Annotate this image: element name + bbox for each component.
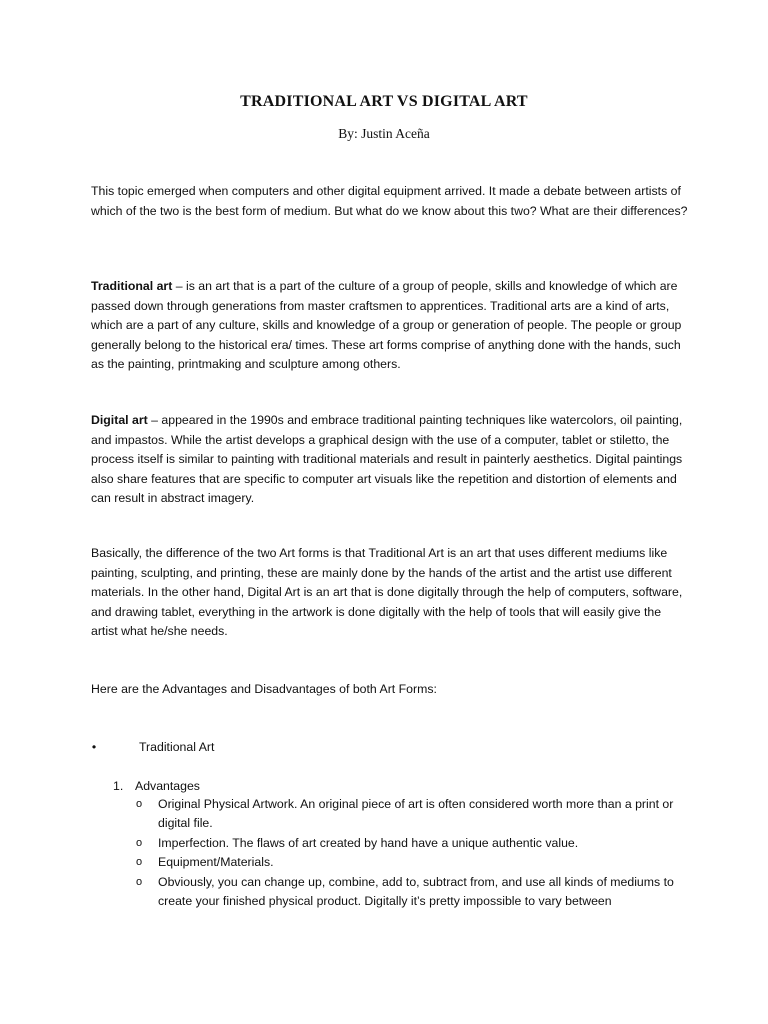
list-item: [136, 873, 691, 912]
list-item: [136, 834, 691, 853]
circle-bullet-icon: o: [136, 875, 143, 888]
digital-art-paragraph: [91, 411, 691, 509]
list-item: [136, 795, 691, 834]
advantages-list: [136, 795, 691, 911]
traditional-art-term: Traditional art: [91, 279, 173, 293]
list-item-text: Equipment/Materials.: [158, 855, 274, 870]
intro-paragraph: This topic emerged when computers and other digital equipment arrived. It made a debate between artists of which of the two is the best form of medium. But what do we know about this two? What are their differences?: [91, 184, 688, 218]
list-item-text: Imperfection. The flaws of art created by hand have a unique authentic value.: [158, 835, 579, 850]
numbered-item-advantages: [113, 776, 200, 796]
author-byline: By: Justin Aceña: [338, 126, 430, 141]
bullet-icon: •: [91, 740, 97, 754]
list-number: 1.: [113, 779, 124, 793]
circle-bullet-icon: o: [136, 836, 143, 849]
digital-art-definition: – appeared in the 1990s and embrace traditional painting techniques like watercolors, oil painting, and impastos. While the artist develops a graphical design with the use of a computer, tablet or stiletto, the process itself is similar to painting with traditional materials and result in painterly aesthetics. Digital paintings also share features that are specific to computer art visuals like the repetition and distortion of elements and can result in abstract imagery.: [91, 413, 683, 505]
bullet-label: Traditional Art: [139, 740, 215, 754]
document-title: TRADITIONAL ART VS DIGITAL ART: [240, 93, 528, 110]
advantages-intro: Here are the Advantages and Disadvantages of both Art Forms:: [91, 682, 437, 696]
circle-bullet-icon: o: [136, 856, 143, 869]
list-item-text: Obviously, you can change up, combine, add to, subtract from, and use all kinds of mediums to create your finished physical product. Digitally it’s pretty impossible to vary between: [158, 874, 674, 909]
numbered-label: Advantages: [135, 779, 200, 793]
digital-art-term: Digital art: [91, 413, 148, 427]
list-item-text: Original Physical Artwork. An original piece of art is often considered worth more than a print or digital file.: [158, 797, 674, 831]
list-item: [136, 853, 691, 872]
traditional-art-paragraph: [91, 277, 691, 375]
comparison-paragraph: Basically, the difference of the two Art forms is that Traditional Art is an art that uses different mediums like painting, sculpting, and printing, these are mainly done by the hands of the artist and the artist use different materials. In the other hand, Digital Art is an art that is done digitally through the help of computers, software, and drawing tablet, everything in the artwork is done digitally with the help of tools that will easily give the artist what he/she needs.: [91, 546, 683, 638]
circle-bullet-icon: o: [136, 798, 143, 810]
traditional-art-definition: – is an art that is a part of the culture of a group of people, skills and knowledge of which are passed down through generations from master craftsmen to apprentices. Traditional arts are a kind of arts, which are a part of any culture, skills and knowledge of a group or generation of people. The people or group generally belong to the historical era/ times. These art forms comprise of anything done with the hands, such as the painting, printmaking and sculpture among others.: [91, 279, 682, 371]
